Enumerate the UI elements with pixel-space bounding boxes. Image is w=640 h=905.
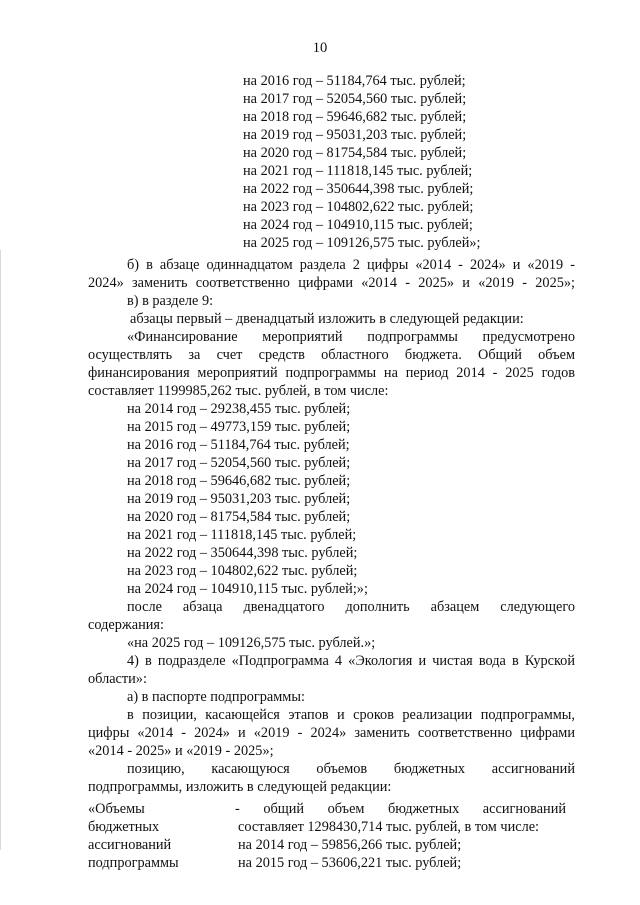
after-paragraph-line: после абзаца двенадцатого дополнить абзацем следующего bbox=[127, 599, 575, 615]
list-item: на 2024 год – 104910,115 тыс. рублей;»; bbox=[127, 581, 368, 597]
table-right-line: - общий объем бюджетных ассигнований bbox=[235, 801, 566, 817]
list-item: на 2015 год – 49773,159 тыс. рублей; bbox=[127, 419, 351, 435]
position-1-line: в позиции, касающейся этапов и сроков реализации подпрограммы, bbox=[127, 707, 575, 723]
position-2-line: подпрограммы, изложить в следующей редакции: bbox=[88, 779, 392, 795]
list-item: на 2021 год – 111818,145 тыс. рублей; bbox=[127, 527, 357, 543]
position-1-line: «2014 - 2025» и «2019 - 2025»; bbox=[88, 743, 274, 759]
list-item: на 2022 год – 350644,398 тыс. рублей; bbox=[243, 181, 474, 197]
paragraph-b-line: б) в абзаце одиннадцатом раздела 2 цифры «2014 - 2024» и «2019 - bbox=[127, 257, 575, 273]
financing-line: финансирования мероприятий подпрограммы на период 2014 - 2025 годов bbox=[88, 365, 575, 381]
list-item: на 2017 год – 52054,560 тыс. рублей; bbox=[127, 455, 351, 471]
list-item: на 2017 год – 52054,560 тыс. рублей; bbox=[243, 91, 467, 107]
after-paragraph-quote: «на 2025 год – 109126,575 тыс. рублей.»; bbox=[127, 635, 376, 651]
list-item: на 2023 год – 104802,622 тыс. рублей; bbox=[243, 199, 474, 215]
item-4-line: области»: bbox=[88, 671, 147, 687]
after-paragraph-line: содержания: bbox=[88, 617, 164, 633]
list-item: на 2021 год – 111818,145 тыс. рублей; bbox=[243, 163, 473, 179]
page-number: 10 bbox=[312, 40, 328, 56]
list-item: на 2018 год – 59646,682 тыс. рублей; bbox=[243, 109, 467, 125]
paragraph-b-line: 2024» заменить соответственно цифрами «2014 - 2025» и «2019 - 2025»; bbox=[88, 275, 575, 291]
list-item: на 2016 год – 51184,764 тыс. рублей; bbox=[127, 437, 350, 453]
table-right-line: составляет 1298430,714 тыс. рублей, в том числе: bbox=[238, 819, 540, 835]
position-2-line: позицию, касающуюся объемов бюджетных ассигнований bbox=[127, 761, 575, 777]
table-left-cell: бюджетных bbox=[88, 819, 160, 835]
list-item: на 2016 год – 51184,764 тыс. рублей; bbox=[243, 73, 466, 89]
position-1-line: цифры «2014 - 2024» и «2019 - 2024» заменить соответственно цифрами bbox=[88, 725, 575, 741]
list-item: на 2020 год – 81754,584 тыс. рублей; bbox=[243, 145, 467, 161]
list-item: на 2022 год – 350644,398 тыс. рублей; bbox=[127, 545, 358, 561]
financing-line: «Финансирование мероприятий подпрограммы предусмотрено bbox=[127, 329, 575, 345]
list-item: на 2025 год – 109126,575 тыс. рублей»; bbox=[243, 235, 481, 251]
list-item: на 2014 год – 29238,455 тыс. рублей; bbox=[127, 401, 351, 417]
table-right-line: на 2015 год – 53606,221 тыс. рублей; bbox=[238, 855, 462, 871]
financing-line: составляет 1199985,262 тыс. рублей, в том числе: bbox=[88, 383, 389, 399]
item-4-line: 4) в подразделе «Подпрограмма 4 «Экология и чистая вода в Курской bbox=[127, 653, 575, 669]
table-right-line: на 2014 год – 59856,266 тыс. рублей; bbox=[238, 837, 462, 853]
list-item: на 2024 год – 104910,115 тыс. рублей; bbox=[243, 217, 473, 233]
paragraph-abzacy: абзацы первый – двенадцатый изложить в следующей редакции: bbox=[130, 311, 524, 327]
passport-item: а) в паспорте подпрограммы: bbox=[127, 689, 305, 705]
list-item: на 2019 год – 95031,203 тыс. рублей; bbox=[243, 127, 467, 143]
scan-edge-line bbox=[0, 250, 1, 850]
table-left-cell: «Объемы bbox=[88, 801, 145, 817]
table-left-cell: ассигнований bbox=[88, 837, 172, 853]
table-left-cell: подпрограммы bbox=[88, 855, 179, 871]
list-item: на 2018 год – 59646,682 тыс. рублей; bbox=[127, 473, 351, 489]
list-item: на 2023 год – 104802,622 тыс. рублей; bbox=[127, 563, 358, 579]
list-item: на 2019 год – 95031,203 тыс. рублей; bbox=[127, 491, 351, 507]
paragraph-v: в) в разделе 9: bbox=[127, 293, 214, 309]
list-item: на 2020 год – 81754,584 тыс. рублей; bbox=[127, 509, 351, 525]
financing-line: осуществлять за счет средств областного бюджета. Общий объем bbox=[88, 347, 575, 363]
